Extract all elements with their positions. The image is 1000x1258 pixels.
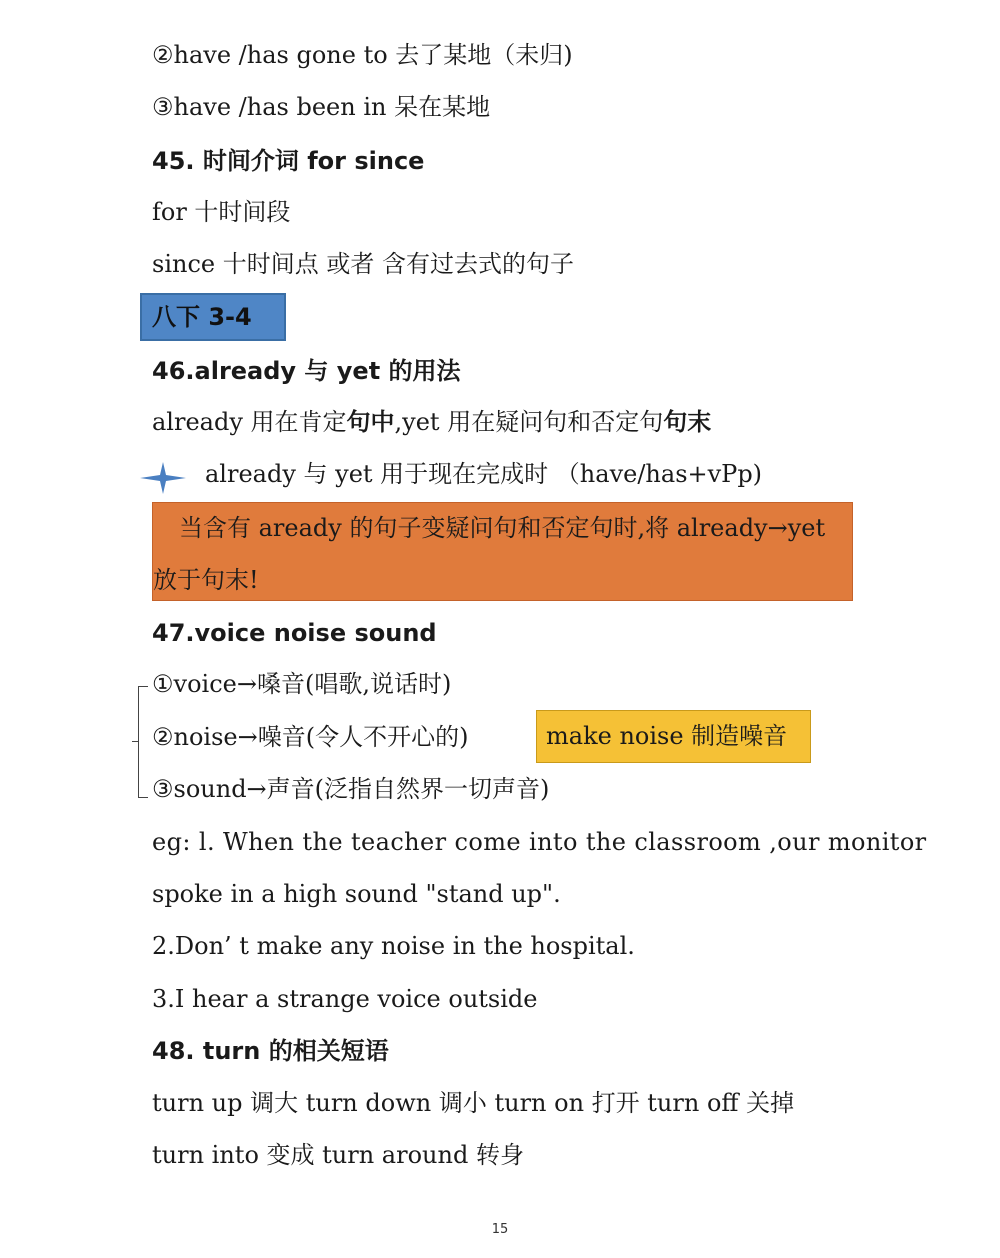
note-line-1: 当含有 aready 的句子变疑问句和否定句时,将 already→yet [179,514,826,542]
note-line-2: 放于句末! [153,566,259,594]
already-part-d: 句末 [663,407,712,436]
text-line-turn-2: turn into 变成 turn around 转身 [152,1141,524,1169]
example-2: 2.Don’ t make any noise in the hospital. [152,932,635,960]
heading-46: 46.already 与 yet 的用法 [152,357,461,385]
page-number: 15 [491,1222,509,1237]
heading-48: 48. turn 的相关短语 [152,1037,389,1065]
heading-47: 47.voice noise sound [152,619,437,647]
heading-45: 45. 时间介词 for since [152,147,425,175]
make-noise-box: make noise 制造噪音 [536,710,811,763]
text-line-present-perfect: already 与 yet 用于现在完成时 （have/has+vPp) [205,460,763,488]
already-part-c: ,yet 用在疑问句和否定句 [394,408,664,436]
text-line-sound: ③sound→声音(泛指自然界一切声音) [152,775,550,803]
text-line-noise: ②noise→噪音(令人不开心的) [152,723,469,751]
example-1b: spoke in a high sound "stand up". [152,880,561,908]
text-line-already-usage [152,407,711,437]
section-badge: 八下 3-4 [140,293,286,341]
text-line-turn-1: turn up 调大 turn down 调小 turn on 打开 turn off 关掉 [152,1089,795,1117]
bracket [138,686,148,798]
text-line-gone-to: ②have /has gone to 去了某地（未归) [152,41,573,69]
example-1a: eg: l. When the teacher come into the classroom ,our monitor [152,828,927,856]
text-line-voice: ①voice→嗓音(唱歌,说话时) [152,670,452,698]
note-box-orange [152,502,853,601]
example-3: 3.I hear a strange voice outside [152,985,538,1013]
text-line-since: since 十时间点 或者 含有过去式的句子 [152,250,574,278]
already-part-a: already 用在肯定 [152,408,347,436]
text-line-for: for 十时间段 [152,198,291,226]
already-part-b: 句中 [346,407,395,436]
bracket-tick [132,741,139,742]
four-point-star-icon [140,462,186,494]
text-line-been-in: ③have /has been in 呆在某地 [152,93,491,121]
